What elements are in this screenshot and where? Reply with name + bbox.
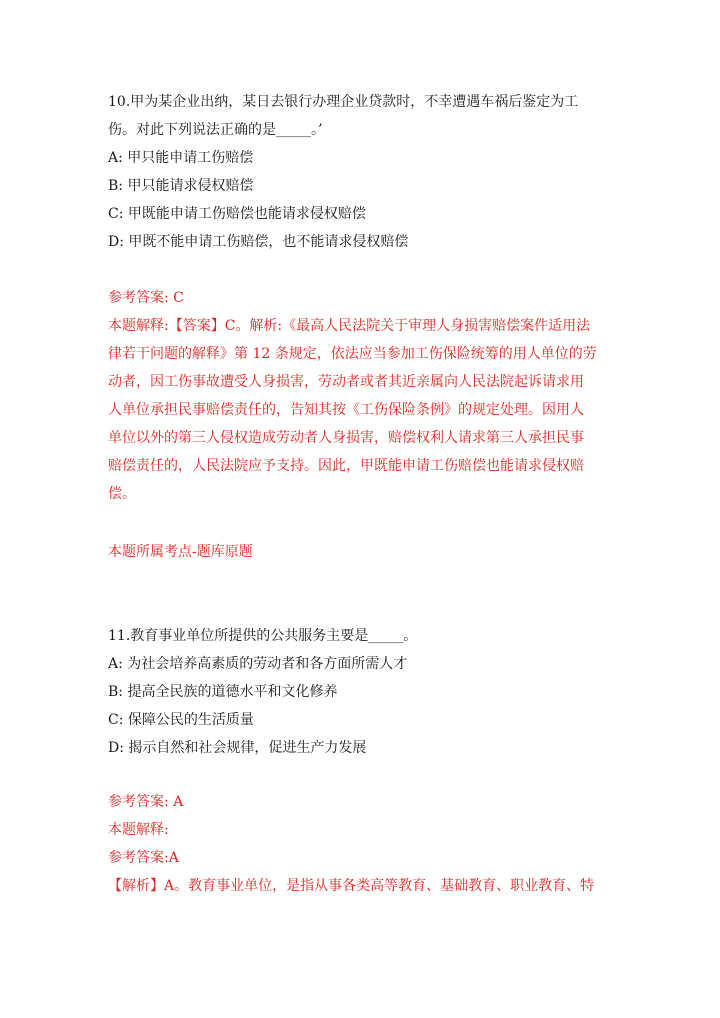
option-c: C: 甲既能申请工伤赔偿也能请求侵权赔偿 [108, 206, 366, 222]
option-a: A: 甲只能申请工伤赔偿 [108, 150, 254, 166]
explanation-line: 【解析】A。教育事业单位，是指从事各类高等教育、基础教育、职业教育、特 [108, 878, 595, 894]
option-b: B: 甲只能请求侵权赔偿 [108, 178, 254, 194]
explanation-label: 本题解释: [108, 822, 169, 838]
option-d: D: 揭示自然和社会规律，促进生产力发展 [108, 740, 367, 756]
explanation-line: 偿。 [108, 486, 136, 502]
explanation-line: 律若干问题的解释》第 12 条规定，依法应当参加工伤保险统筹的用人单位的劳 [108, 346, 597, 362]
explanation-line: 本题解释:【答案】C。解析:《最高人民法院关于审理人身损害赔偿案件适用法 [108, 318, 591, 334]
question-10 [108, 88, 620, 566]
question-11 [108, 622, 620, 900]
question-stem-line: 伤。对此下列说法正确的是_____。’ [108, 122, 323, 138]
explanation-line: 人单位承担民事赔偿责任的，告知其按《工伤保险条例》的规定处理。因用人 [108, 402, 584, 418]
option-d: D: 甲既不能申请工伤赔偿，也不能请求侵权赔偿 [108, 234, 409, 250]
document-page [108, 88, 620, 900]
explanation-line: 单位以外的第三人侵权造成劳动者人身损害，赔偿权利人请求第三人承担民事 [108, 430, 584, 446]
option-c: C: 保障公民的生活质量 [108, 712, 254, 728]
reference-answer: 参考答案: A [108, 794, 184, 810]
reference-answer: 参考答案: C [108, 290, 184, 306]
question-stem-line: 10.甲为某企业出纳，某日去银行办理企业贷款时，不幸遭遇车祸后鉴定为工 [108, 94, 579, 110]
explanation-line: 赔偿责任的，人民法院应予支持。因此，甲既能申请工伤赔偿也能请求侵权赔 [108, 458, 584, 474]
question-stem-line: 11.教育事业单位所提供的公共服务主要是_____。 [108, 628, 418, 644]
topic-label: 本题所属考点-题库原题 [108, 544, 253, 560]
option-a: A: 为社会培养高素质的劳动者和各方面所需人才 [108, 656, 408, 672]
option-b: B: 提高全民族的道德水平和文化修养 [108, 684, 338, 700]
reference-answer-repeat: 参考答案:A [108, 850, 179, 866]
explanation-line: 动者，因工伤事故遭受人身损害，劳动者或者其近亲属向人民法院起诉请求用 [108, 374, 584, 390]
